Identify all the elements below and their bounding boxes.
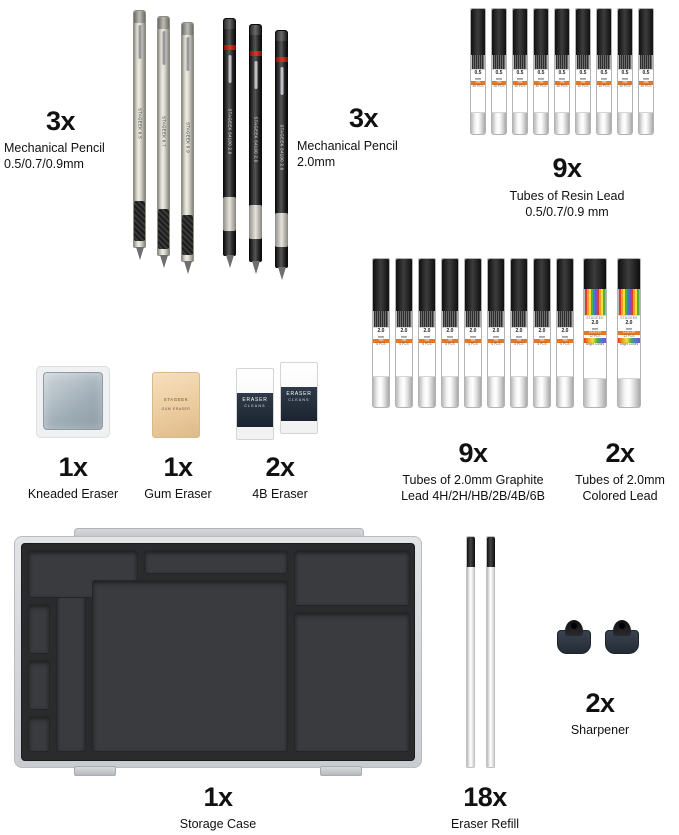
tube-label (396, 327, 412, 377)
tube-cap (513, 9, 528, 55)
case-cell (56, 580, 86, 752)
tube-label-count: 6 PCS (491, 341, 501, 346)
pencil-clip (280, 67, 283, 95)
tube-cap (511, 259, 528, 311)
tube-label-unit: mm (447, 334, 453, 339)
tube-label-unit: mm (516, 334, 522, 339)
storage-case-latch (74, 766, 116, 776)
eraser-sleeve-title: ERASER (286, 391, 312, 397)
caption-line-1: Mechanical Pencil (4, 141, 105, 155)
tube-label-unit: mm (517, 76, 523, 81)
tube-label-size: 0.5 (516, 70, 524, 76)
caption-line-1: Kneaded Eraser (27, 487, 119, 501)
tube-label (534, 327, 550, 377)
tube-label (576, 69, 590, 113)
tube-cap (373, 259, 390, 311)
tube-label-size: 2.0 (377, 328, 385, 334)
pencil-clip (228, 55, 231, 83)
tube-label (419, 327, 435, 377)
qty-sharpener: 2x (585, 688, 615, 718)
tube-resin-lead (596, 8, 612, 135)
tube-label-size: 2.0 (538, 328, 546, 334)
qty-colored-lead-tubes: 2x (605, 438, 635, 468)
caption-eraser-refill (422, 816, 548, 832)
case-cell (294, 612, 410, 752)
storage-case-body (14, 536, 422, 768)
tube-label-count: 6 PCS (468, 341, 478, 346)
tube-cap (534, 9, 549, 55)
tube-label-grade: HB (534, 81, 548, 85)
tube-label (618, 315, 640, 379)
pencil-0.9 (181, 22, 194, 262)
qty-mechanical-pencil-thin: 3x (46, 106, 76, 136)
pencil-red-ring (250, 51, 262, 56)
caption-line-1: Tubes of 2.0mm Graphite (402, 473, 544, 487)
tube-label-size: 2.0 (400, 328, 408, 334)
tube-resin-lead (470, 8, 486, 135)
tube-label-unit: mm (562, 334, 568, 339)
tube-label (639, 69, 653, 113)
tube-label-count: 30 PCS (640, 83, 652, 88)
pencil-grip (134, 201, 145, 241)
tube-label (584, 315, 606, 379)
tube-label-grade: HB (557, 339, 573, 343)
caption-4b-eraser (224, 486, 336, 502)
tube-cap (396, 259, 413, 311)
tube-label-size: 2.0 (561, 328, 569, 334)
caption-mechanical-pencil-2mm (297, 138, 437, 170)
case-cell (28, 604, 50, 654)
tube-label-unit: mm (424, 334, 430, 339)
tube-label-grade: HB (488, 339, 504, 343)
tube-label-brand: STAGEEK (620, 316, 638, 320)
tube-label-count: 6 PCS (376, 341, 386, 346)
pencil-red-ring (224, 45, 236, 50)
tube-colored-lead (617, 258, 641, 408)
tube-label-note: Bright Colors (619, 342, 639, 347)
tube-label-grade: HB (534, 339, 550, 343)
tube-label (488, 327, 504, 377)
tube-label-count: 30 PCS (535, 83, 547, 88)
pencil-clip (254, 61, 257, 89)
qty-mechanical-pencil-2mm: 3x (349, 103, 379, 133)
tube-label-grade: COLOR (618, 331, 640, 335)
gum-eraser (152, 372, 200, 438)
tube-cap (465, 259, 482, 311)
case-cell (144, 550, 288, 574)
tube-label-size: 0.5 (600, 70, 608, 76)
tube-label-unit: mm (496, 76, 502, 81)
tube-label-count: 30 PCS (514, 83, 526, 88)
qty-resin-lead-tubes: 9x (552, 153, 582, 183)
tube-label-grade: HB (419, 339, 435, 343)
tube-label-unit: mm (493, 334, 499, 339)
group-resin-lead-tubes (455, 0, 679, 230)
tube-resin-lead (617, 8, 633, 135)
eraser-refill-stick (466, 536, 475, 768)
caption-graphite-lead-tubes (358, 472, 588, 504)
tube-label-count: 6 PCS (560, 341, 570, 346)
qty-storage-case: 1x (203, 782, 233, 812)
tube-graphite-lead (487, 258, 505, 408)
pencil-barrel-text: STAGEEK 0.7 (161, 116, 166, 147)
case-cell-main (92, 580, 288, 752)
tube-label (373, 327, 389, 377)
group-gum-eraser (130, 358, 226, 523)
pencil-2.0-a (223, 18, 236, 256)
caption-line-1: Gum Eraser (144, 487, 212, 501)
tube-label-grade: HB (442, 339, 458, 343)
pencil-cap (158, 17, 169, 29)
kneaded-eraser (43, 372, 103, 430)
tube-label-unit: mm (592, 326, 598, 331)
caption-line-2: 2.0mm (297, 155, 336, 169)
pencil-metal-band (223, 197, 236, 231)
tube-graphite-lead (372, 258, 390, 408)
caption-line-2: Lead 4H/2H/HB/2B/4B/6B (401, 489, 545, 503)
tube-label (597, 69, 611, 113)
qty-kneaded-eraser: 1x (58, 452, 88, 482)
eraser-sleeve-title: ERASER (242, 397, 268, 403)
pencil-barrel-text: STAGEEK 64100 2.0 (227, 108, 232, 155)
tube-label-size: 2.0 (469, 328, 477, 334)
tube-label-grade: HB (465, 339, 481, 343)
tube-graphite-lead (510, 258, 528, 408)
gum-eraser-brand: STAGEEK (163, 397, 189, 402)
caption-colored-lead-tubes (561, 472, 679, 504)
tube-label-count: 6 PCS (445, 341, 455, 346)
tube-label-count: 12 PCS (623, 333, 635, 338)
pencil-clip (186, 37, 189, 71)
tube-label-count: 12 PCS (589, 333, 601, 338)
tube-label (465, 327, 481, 377)
pencil-barrel-text: STAGEEK 0.5 (137, 108, 142, 139)
caption-line-1: 4B Eraser (252, 487, 308, 501)
tube-cap (419, 259, 436, 311)
tube-label-size: 0.5 (579, 70, 587, 76)
pencil-grip (182, 215, 193, 255)
pencil-tip (278, 267, 286, 280)
qty-4b-eraser: 2x (265, 452, 295, 482)
pencil-tip (160, 255, 168, 268)
tube-colored-lead (583, 258, 607, 408)
sharpener (605, 620, 639, 660)
caption-storage-case (8, 816, 428, 832)
eraser-sleeve (237, 393, 274, 427)
tube-label-brand: STAGEEK (586, 316, 604, 320)
tube-label (534, 69, 548, 113)
caption-line-2: 0.5/0.7/0.9 mm (525, 205, 609, 219)
tube-label-size: 0.5 (474, 70, 482, 76)
group-eraser-refill (430, 528, 540, 833)
pencil-cap (182, 23, 193, 35)
tube-label-grade: HB (639, 81, 653, 85)
tube-label-size: 2.0 (515, 328, 523, 334)
eraser-sleeve-sub: CLEANS (288, 398, 310, 402)
qty-gum-eraser: 1x (163, 452, 193, 482)
tube-resin-lead (554, 8, 570, 135)
tube-label-size: 2.0 (423, 328, 431, 334)
tube-label-unit: mm (401, 334, 407, 339)
tube-label-count: 30 PCS (472, 83, 484, 88)
storage-case-latch (320, 766, 362, 776)
refill-cap (467, 537, 475, 567)
pencil-tip (136, 247, 144, 260)
tube-label (618, 69, 632, 113)
tube-label-unit: mm (626, 326, 632, 331)
tube-label-count: 6 PCS (422, 341, 432, 346)
tube-label-count: 30 PCS (598, 83, 610, 88)
tube-label-count: 30 PCS (556, 83, 568, 88)
caption-line-1: Sharpener (570, 723, 630, 737)
storage-case-tray (21, 543, 415, 761)
tube-label-grade: HB (492, 81, 506, 85)
tube-label-grade: HB (471, 81, 485, 85)
pencil-barrel-text: STAGEEK 64100 2.0 (279, 124, 284, 171)
group-graphite-lead-tubes (358, 250, 588, 510)
eraser-sleeve (281, 387, 318, 421)
group-mechanical-pencil-thin (0, 0, 220, 270)
refill-cap (487, 537, 495, 567)
tube-label-unit: mm (475, 76, 481, 81)
case-cell (28, 660, 50, 710)
pencil-red-ring (276, 57, 288, 62)
tube-label-unit: mm (470, 334, 476, 339)
tube-label-grade: HB (396, 339, 412, 343)
caption-line-1: Mechanical Pencil (297, 139, 398, 153)
tube-resin-lead (533, 8, 549, 135)
sharpener-hole (571, 623, 577, 629)
tube-graphite-lead (418, 258, 436, 408)
group-mechanical-pencil-2mm (215, 0, 435, 280)
tube-label-unit: mm (559, 76, 565, 81)
eraser-sleeve-sub: CLEANS (244, 404, 266, 408)
tube-graphite-lead (464, 258, 482, 408)
caption-resin-lead-tubes (455, 188, 679, 220)
tube-label-count: 30 PCS (619, 83, 631, 88)
tube-graphite-lead (395, 258, 413, 408)
4b-eraser (280, 362, 318, 434)
group-colored-lead-tubes (565, 250, 679, 510)
tube-label-grade: HB (576, 81, 590, 85)
tube-label-grade: HB (555, 81, 569, 85)
caption-line-1: Tubes of Resin Lead (509, 189, 625, 203)
tube-label (513, 69, 527, 113)
tube-cap (576, 9, 591, 55)
sharpener-hole (619, 623, 625, 629)
pencil-cap (134, 11, 145, 23)
tube-label-count: 6 PCS (514, 341, 524, 346)
group-storage-case (8, 528, 428, 833)
tube-label-size: 2.0 (492, 328, 500, 334)
tube-cap (471, 9, 486, 55)
tube-label-size: 2.0 (591, 319, 599, 326)
tube-label (511, 327, 527, 377)
pencil-barrel-text: STAGEEK 0.9 (185, 122, 190, 153)
tube-label-note: Bright Colors (585, 342, 605, 347)
tube-label-grade: HB (618, 81, 632, 85)
tube-label-unit: mm (378, 334, 384, 339)
tube-label-count: 30 PCS (577, 83, 589, 88)
pencil-0.7 (157, 16, 170, 256)
pencil-2.0-c (275, 30, 288, 268)
tube-label-size: 0.5 (495, 70, 503, 76)
pencil-metal-band (275, 213, 288, 247)
tube-label-grade: COLOR (584, 331, 606, 335)
tube-label-grade: HB (513, 81, 527, 85)
tube-label-unit: mm (622, 76, 628, 81)
tube-label-size: 0.5 (537, 70, 545, 76)
tube-label-unit: mm (539, 334, 545, 339)
caption-sharpener (545, 722, 655, 738)
tube-label-size: 0.5 (642, 70, 650, 76)
tube-cap (555, 9, 570, 55)
pencil-clip (162, 31, 165, 65)
tube-cap (534, 259, 551, 311)
tube-cap (488, 259, 505, 311)
case-cell (28, 716, 50, 752)
tube-label-unit: mm (580, 76, 586, 81)
tube-label-unit: mm (538, 76, 544, 81)
tube-label-grade: HB (511, 339, 527, 343)
tube-label-unit: mm (601, 76, 607, 81)
tube-label (492, 69, 506, 113)
pencil-barrel-text: STAGEEK 64100 2.0 (253, 116, 258, 163)
caption-mechanical-pencil-thin (4, 140, 134, 172)
pencil-cap (224, 19, 235, 29)
qty-eraser-refill: 18x (463, 782, 507, 812)
caption-line-2: 0.5/0.7/0.9mm (4, 157, 84, 171)
gum-eraser-sub: GUM ERASER (161, 407, 191, 411)
pencil-metal-band (249, 205, 262, 239)
tube-label-size: 0.5 (621, 70, 629, 76)
pencil-tip (184, 261, 192, 274)
pencil-tip (252, 261, 260, 274)
group-4b-eraser (228, 358, 338, 523)
tube-label-count: 6 PCS (537, 341, 547, 346)
caption-line-1: Tubes of 2.0mm (575, 473, 665, 487)
tube-resin-lead (491, 8, 507, 135)
tube-label-grade: HB (373, 339, 389, 343)
tube-label-count: 6 PCS (399, 341, 409, 346)
tube-cap (584, 259, 607, 289)
pencil-0.5 (133, 10, 146, 248)
tube-cap (618, 259, 641, 289)
tube-resin-lead (638, 8, 654, 135)
tube-cap (492, 9, 507, 55)
tube-resin-lead (512, 8, 528, 135)
group-kneaded-eraser (18, 358, 128, 523)
tube-label-count: 30 PCS (493, 83, 505, 88)
group-sharpener (545, 610, 679, 760)
eraser-refill-stick (486, 536, 495, 768)
tube-label-size: 2.0 (625, 319, 633, 326)
pencil-cap (276, 31, 287, 41)
tube-graphite-lead (533, 258, 551, 408)
tube-label-grade: HB (597, 81, 611, 85)
tube-graphite-lead (441, 258, 459, 408)
pencil-cap (250, 25, 261, 35)
pencil-tip (226, 255, 234, 268)
sharpener (557, 620, 591, 660)
pencil-clip (138, 25, 141, 59)
tube-label (555, 69, 569, 113)
pencil-grip (158, 209, 169, 249)
caption-line-1: Eraser Refill (450, 817, 520, 831)
tube-cap (597, 9, 612, 55)
qty-graphite-lead-tubes: 9x (458, 438, 488, 468)
tube-label-size: 0.5 (558, 70, 566, 76)
tube-label-size: 2.0 (446, 328, 454, 334)
tube-cap (442, 259, 459, 311)
pencil-2.0-b (249, 24, 262, 262)
case-cell (294, 550, 410, 606)
tube-cap (639, 9, 654, 55)
tube-label (471, 69, 485, 113)
tube-label (442, 327, 458, 377)
caption-gum-eraser (120, 486, 236, 502)
tube-label-unit: mm (643, 76, 649, 81)
caption-line-1: Storage Case (179, 817, 257, 831)
tube-cap (618, 9, 633, 55)
tube-resin-lead (575, 8, 591, 135)
4b-eraser (236, 368, 274, 440)
caption-line-2: Colored Lead (582, 489, 658, 503)
